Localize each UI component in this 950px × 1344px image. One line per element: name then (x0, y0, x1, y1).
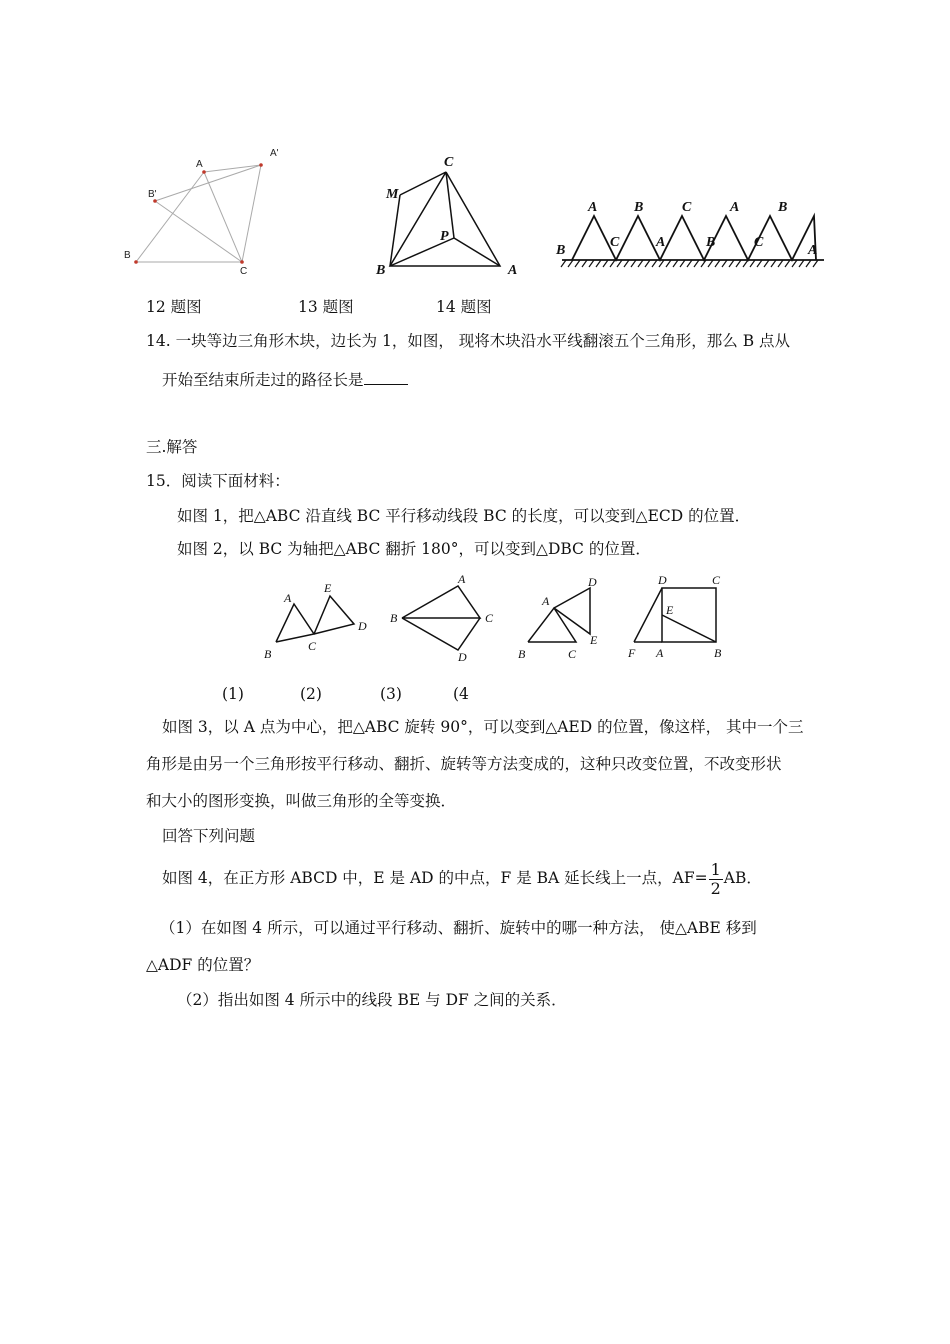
figure-14 (552, 196, 832, 276)
q15-sub1-line2: △ADF 的位置？ (146, 956, 260, 974)
q15-p3-line2: 角形是由另一个三角形按平行移动、翻折、旋转等方法变成的，这种只改变位置，不改变形状 (146, 755, 782, 773)
f1-label-c: C (308, 639, 317, 653)
f2-label-a: A (458, 572, 466, 586)
ground-hatch-mark (617, 260, 622, 267)
fig12-label-a-prime: A' (270, 148, 279, 159)
f2-label-d: D (458, 650, 467, 664)
fig14-labels (555, 200, 817, 258)
ground-hatch-mark (729, 260, 734, 267)
fig12-label-a: A (196, 159, 203, 170)
fig13-label-p: P (440, 229, 449, 244)
q15-p3-line3: 和大小的图形变换，叫做三角形的全等变换． (146, 792, 457, 810)
q15-fig-number: (4 (453, 685, 469, 703)
f4-label-d: D (658, 573, 667, 587)
q15-fig-number: (2) (300, 685, 322, 703)
f4-label-f: F (628, 646, 636, 660)
f4-label-a: A (656, 646, 664, 660)
ground-hatch-mark (715, 260, 720, 267)
fig4-text-post: AB． (723, 869, 762, 887)
f3-label-b: B (518, 647, 526, 661)
fraction-denominator: 2 (710, 878, 721, 898)
q15-fig4-statement (162, 860, 762, 898)
f2-label-b: B (390, 611, 398, 625)
q14-line2 (162, 369, 408, 391)
fig14-label: C (610, 235, 620, 250)
ground-hatch-mark (645, 260, 650, 267)
f1-label-d: D (358, 619, 367, 633)
q15-figure-1 (258, 576, 374, 666)
ground-hatch-mark (610, 260, 615, 267)
q14-line1: 14. 一块等边三角形木块，边长为 1，如图， 现将木块沿水平线翻滚五个三角形，那么 B 点从 (146, 332, 791, 350)
f1-label-a: A (284, 591, 292, 605)
fig14-label: B (634, 200, 644, 215)
f1-label-e: E (324, 581, 332, 595)
fig14-label: C (682, 200, 692, 215)
ground-hatch-mark (694, 260, 699, 267)
ground-hatch-mark (757, 260, 762, 267)
ground-hatch-mark (631, 260, 636, 267)
ground-hatch-mark (582, 260, 587, 267)
ground-hatch-mark (701, 260, 706, 267)
ground-hatch-mark (666, 260, 671, 267)
ground-hatch-mark (708, 260, 713, 267)
f4-label-b: B (714, 646, 722, 660)
ground-hatch-mark (568, 260, 573, 267)
f4-label-c: C (712, 573, 721, 587)
ground-hatch-mark (771, 260, 776, 267)
q15-fig-number: (1) (222, 685, 244, 703)
figure-12 (118, 140, 288, 280)
fig4-text-pre: 如图 4，在正方形 ABCD 中，E 是 AD 的中点，F 是 BA 延长线上一点，AF= (162, 869, 708, 887)
fig14-label: B (706, 235, 716, 250)
ground-hatch-mark (799, 260, 804, 267)
fig12-label-b: B (124, 250, 131, 261)
ground-hatch-mark (736, 260, 741, 267)
ground-hatch-mark (764, 260, 769, 267)
q14-line2-text: 开始至结束所走过的路径长是 (162, 371, 364, 389)
ground-hatch-mark (589, 260, 594, 267)
fig13-label-m: M (386, 187, 399, 202)
q15-p2: 如图 2，以 BC 为轴把△ABC 翻折 180°，可以变到△DBC 的位置． (177, 540, 651, 558)
ground-hatch-mark (673, 260, 678, 267)
ground-hatch-mark (743, 260, 748, 267)
f1-label-b: B (264, 647, 272, 661)
q15-intro: 15．阅读下面材料： (146, 472, 290, 490)
q14-answer-blank (364, 369, 408, 385)
fig14-label: B (556, 243, 566, 258)
f4-label-e: E (666, 603, 674, 617)
q15-p3-line1: 如图 3，以 A 点为中心，把△ABC 旋转 90°，可以变到△AED 的位置，像这样， 其中一个三 (162, 718, 804, 736)
fig12-label-c: C (240, 266, 248, 277)
q15-p1: 如图 1，把△ABC 沿直线 BC 平行移动线段 BC 的长度，可以变到△ECD 的位置． (177, 507, 751, 525)
f2-label-c: C (485, 611, 494, 625)
ground-hatch-mark (778, 260, 783, 267)
ground-hatch-mark (680, 260, 685, 267)
ground-hatch-mark (638, 260, 643, 267)
fig14-label: C (754, 235, 764, 250)
fig14-label: A (588, 200, 598, 215)
ground-hatch-mark (575, 260, 580, 267)
ground-hatch-mark (687, 260, 692, 267)
ground-hatch-mark (750, 260, 755, 267)
figure-13 (370, 150, 530, 280)
f3-label-d: D (588, 575, 597, 589)
ground-hatch-mark (652, 260, 657, 267)
f3-label-c: C (568, 647, 577, 661)
fig13-label-a: A (508, 263, 518, 278)
ground-hatch-mark (806, 260, 811, 267)
fraction-numerator: 1 (710, 859, 721, 879)
q15-fig-number: (3) (380, 685, 402, 703)
fig14-label: A (808, 243, 818, 258)
q15-sub2: （2）指出如图 4 所示中的线段 BE 与 DF 之间的关系． (177, 991, 567, 1009)
fig14-label: A (730, 200, 740, 215)
caption-fig12: 12 题图 (146, 298, 202, 316)
q15-sub1-line1: （1）在如图 4 所示，可以通过平行移动、翻折、旋转中的哪一种方法， 使△ABE 移到 (160, 919, 757, 937)
ground-hatch-mark (603, 260, 608, 267)
fig14-label: B (778, 200, 788, 215)
fig13-label-b: B (376, 263, 386, 278)
ground-hatch-mark (785, 260, 790, 267)
q15-figure-4 (622, 572, 732, 664)
fig13-label-c: C (444, 155, 454, 170)
caption-fig14: 14 题图 (436, 298, 492, 316)
q15-figure-2 (388, 572, 500, 664)
fig14-label: A (656, 235, 666, 250)
f3-label-a: A (542, 594, 550, 608)
ground-hatch-mark (596, 260, 601, 267)
caption-fig13: 13 题图 (298, 298, 354, 316)
f3-label-e: E (590, 633, 598, 647)
ground-hatch-mark (813, 260, 818, 267)
q15-answer-prompt: 回答下列问题 (162, 827, 256, 845)
ground-hatch-mark (792, 260, 797, 267)
ground-hatch-mark (624, 260, 629, 267)
fraction-one-half (709, 861, 723, 898)
fig12-label-b-prime: B' (148, 189, 157, 200)
ground-hatch-mark (561, 260, 566, 267)
ground-hatch-mark (722, 260, 727, 267)
q15-figure-3 (512, 572, 612, 664)
section3-title: 三.解答 (146, 438, 198, 456)
